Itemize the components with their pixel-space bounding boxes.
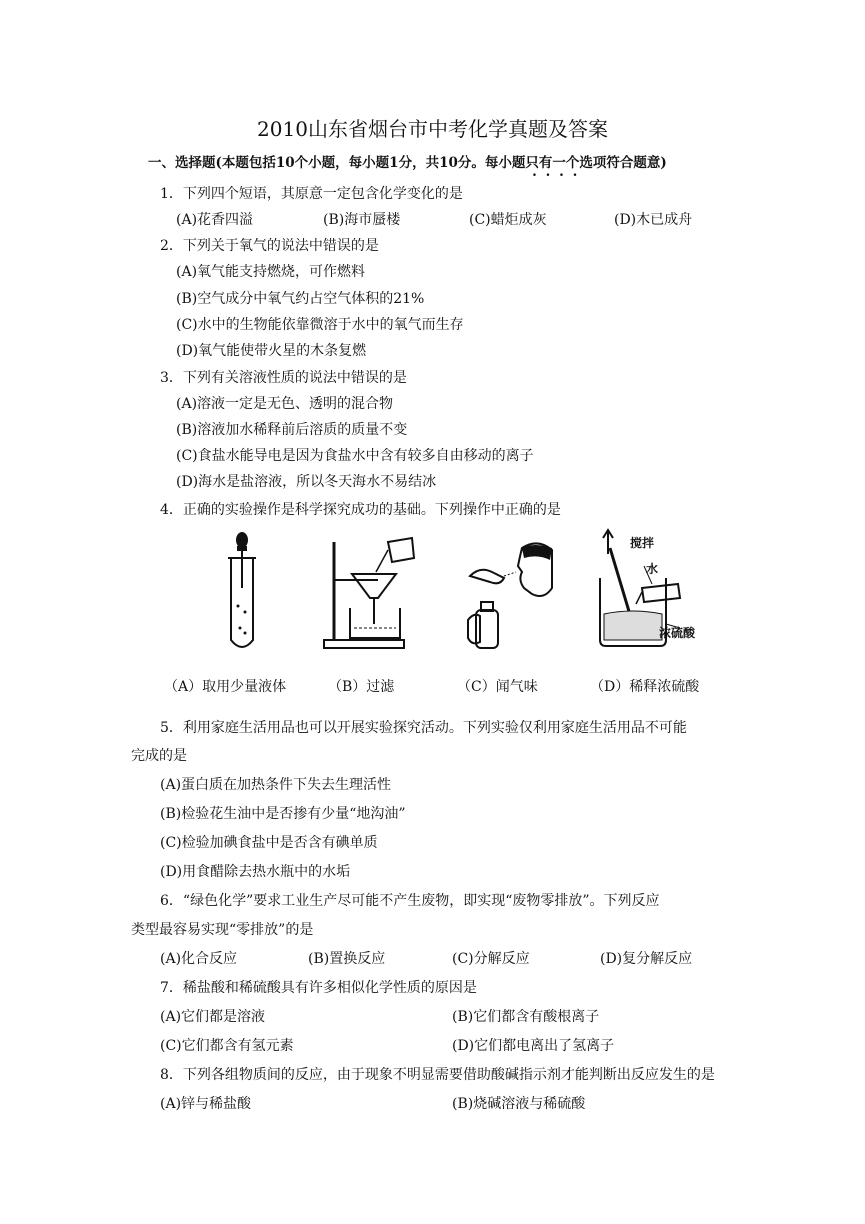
stir-label: 搅拌 (630, 536, 655, 550)
q6-option-c: (C)分解反应 (452, 951, 530, 967)
q2-option-a: (A)氧气能支持燃烧，可作燃料 (176, 264, 366, 280)
q3-option-d: (D)海水是盐溶液，所以冬天海水不易结冰 (176, 474, 437, 490)
q2-option-b: (B)空气成分中氧气约占空气体积的21% (176, 291, 425, 307)
emphasis-char: 一 (552, 155, 566, 171)
q1-option-a: (A)花香四溢 (176, 212, 254, 228)
q1-option-d: (D)木已成舟 (614, 212, 693, 228)
experiment-figures (200, 528, 720, 653)
q7-option-c: (C)它们都含有氢元素 (160, 1038, 294, 1054)
q4-option-a: （A）取用少量液体 (164, 679, 287, 695)
dropper-test-tube-figure (218, 528, 268, 653)
q7-option-b: (B)它们都含有酸根离子 (452, 1009, 600, 1025)
question-5-stem: 5．利用家庭生活用品也可以开展实验探究活动。下列实验仅利用家庭生活用品不可能 (160, 720, 687, 736)
q5-option-a: (A)蛋白质在加热条件下失去生理活性 (160, 777, 392, 793)
section-heading: 一、选择题(本题包括10个小题，每小题1分，共10分。每小题只有一个选项符合题意) (148, 155, 667, 171)
question-5-stem-cont: 完成的是 (131, 748, 187, 764)
q5-option-b: (B)检验花生油中是否掺有少量“地沟油” (160, 806, 406, 822)
q4-option-b: （B）过滤 (328, 679, 395, 695)
water-label: 水 (646, 562, 659, 576)
q5-option-c: (C)检验加碘食盐中是否含有碘单质 (160, 835, 378, 851)
question-6-stem-cont: 类型最容易实现“零排放”的是 (131, 922, 314, 938)
page-title: 2010山东省烟台市中考化学真题及答案 (257, 117, 608, 141)
q3-option-b: (B)溶液加水稀释前后溶质的质量不变 (176, 422, 408, 438)
q5-option-d: (D)用食醋除去热水瓶中的水垢 (160, 864, 351, 880)
smelling-figure (460, 528, 560, 653)
q6-option-b: (B)置换反应 (308, 951, 386, 967)
q4-option-c: （C）闻气味 (457, 679, 538, 695)
emphasis-char: 有 (538, 155, 553, 171)
question-6-stem: 6．“绿色化学”要求工业生产尽可能不产生废物，即实现“废物零排放”。下列反应 (160, 893, 660, 909)
q7-option-a: (A)它们都是溶液 (160, 1009, 266, 1025)
question-4-stem: 4．正确的实验操作是科学探究成功的基础。下列操作中正确的是 (160, 502, 561, 518)
q7-option-d: (D)它们都电离出了氢离子 (452, 1038, 615, 1054)
question-7-stem: 7．稀盐酸和稀硫酸具有许多相似化学性质的原因是 (160, 980, 477, 996)
q8-option-a: (A)锌与稀盐酸 (160, 1096, 252, 1112)
emphasis-char: 个 (565, 155, 580, 171)
q4-option-d: （D）稀释浓硫酸 (590, 679, 700, 695)
q8-option-b: (B)烧碱溶液与稀硫酸 (452, 1096, 586, 1112)
q3-option-a: (A)溶液一定是无色、透明的混合物 (176, 396, 394, 412)
q2-option-d: (D)氧气能使带火星的木条复燃 (176, 343, 367, 359)
question-8-stem: 8．下列各组物质间的反应，由于现象不明显需要借助酸碱指示剂才能判断出反应发生的是 (160, 1067, 715, 1083)
q1-option-b: (B)海市蜃楼 (323, 212, 401, 228)
q6-option-a: (A)化合反应 (160, 951, 238, 967)
q2-option-c: (C)水中的生物能依靠微溶于水中的氧气而生存 (176, 317, 464, 333)
filtration-figure (318, 528, 428, 653)
question-3-stem: 3．下列有关溶液性质的说法中错误的是 (160, 370, 407, 386)
q3-option-c: (C)食盐水能导电是因为食盐水中含有较多自由移动的离子 (176, 448, 534, 464)
emphasis-char: 只 (525, 155, 539, 171)
question-1-stem: 1．下列四个短语，其原意一定包含化学变化的是 (160, 186, 463, 202)
question-2-stem: 2．下列关于氧气的说法中错误的是 (160, 238, 379, 254)
q6-option-d: (D)复分解反应 (600, 951, 693, 967)
conc-acid-label: 浓硫酸 (659, 626, 696, 640)
q1-option-c: (C)蜡炬成灰 (469, 212, 547, 228)
